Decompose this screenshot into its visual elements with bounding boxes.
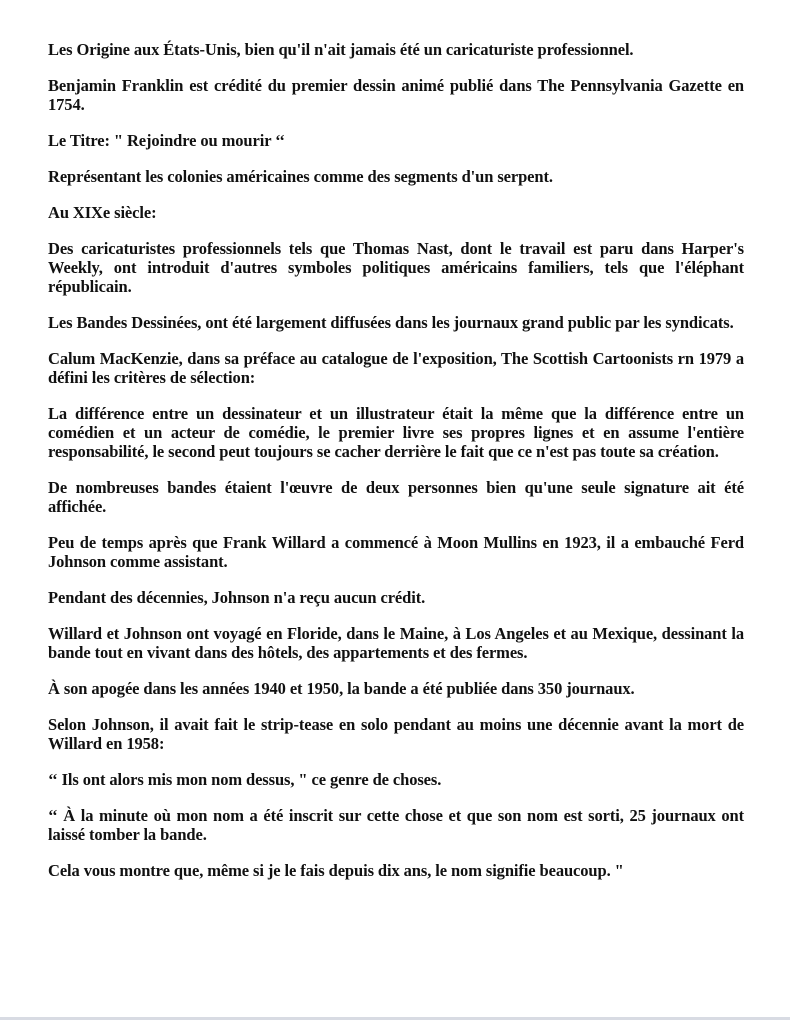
paragraph-voyage: Willard et Johnson ont voyagé en Floride, dans le Maine, à Los Angeles et au Mexique, dessinant la bande tout en vivant dans des hôtels, des appartements et des fermes.	[48, 624, 744, 662]
paragraph-signature: De nombreuses bandes étaient l'œuvre de deux personnes bien qu'une seule signature ait été affichée.	[48, 478, 744, 516]
paragraph-quote-minute: ‘‘ À la minute où mon nom a été inscrit sur cette chose et que son nom est sorti, 25 journaux ont laissé tomber la bande.	[48, 806, 744, 844]
paragraph-difference: La différence entre un dessinateur et un illustrateur était la même que la différence entre un comédien et un acteur de comédie, le premier livre ses propres lignes et en assume l'entière responsabilité, le second peut toujours se cacher derrière le fait que ce n'est pas toute sa création.	[48, 404, 744, 461]
paragraph-quote-signifie: Cela vous montre que, même si je le fais depuis dix ans, le nom signifie beaucoup. "	[48, 861, 624, 880]
paragraph-origins: Les Origine aux États-Unis, bien qu'il n'ait jamais été un caricaturiste professionnel.	[48, 40, 634, 59]
paragraph-mackenzie: Calum MacKenzie, dans sa préface au catalogue de l'exposition, The Scottish Cartoonists rn 1979 a défini les critères de sélection:	[48, 349, 744, 387]
paragraph-nast: Des caricaturistes professionnels tels que Thomas Nast, dont le travail est paru dans Harper's Weekly, ont introduit d'autres symboles politiques américains familiers, tels que l'éléphant républicain.	[48, 239, 744, 296]
paragraph-title: Le Titre: " Rejoindre ou mourir ‘‘	[48, 131, 285, 150]
bottom-divider	[0, 1017, 790, 1020]
paragraph-bandes-dessinees: Les Bandes Dessinées, ont été largement diffusées dans les journaux grand public par les syndicats.	[48, 313, 734, 332]
paragraph-credit: Pendant des décennies, Johnson n'a reçu aucun crédit.	[48, 588, 426, 607]
paragraph-franklin: Benjamin Franklin est crédité du premier dessin animé publié dans The Pennsylvania Gazette en 1754.	[48, 76, 744, 114]
paragraph-willard: Peu de temps après que Frank Willard a commencé à Moon Mullins en 1923, il a embauché Ferd Johnson comme assistant.	[48, 533, 744, 571]
paragraph-quote-nom: ‘‘ Ils ont alors mis mon nom dessus, " ce genre de choses.	[48, 770, 442, 789]
paragraph-apogee: À son apogée dans les années 1940 et 1950, la bande a été publiée dans 350 journaux.	[48, 679, 635, 698]
paragraph-colonies: Représentant les colonies américaines comme des segments d'un serpent.	[48, 167, 553, 186]
paragraph-xixe: Au XIXe siècle:	[48, 203, 157, 222]
paragraph-selon-johnson: Selon Johnson, il avait fait le strip-tease en solo pendant au moins une décennie avant la mort de Willard en 1958:	[48, 715, 744, 753]
document-body	[48, 40, 744, 897]
